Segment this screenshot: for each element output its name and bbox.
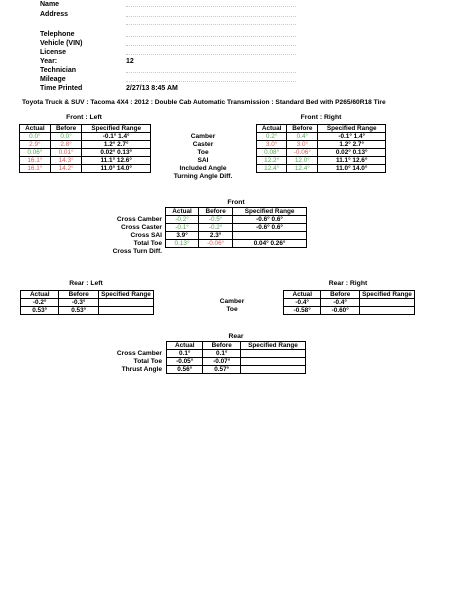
actual-cell: -0.2° [21, 299, 59, 307]
before-cell: -0.2° [199, 224, 233, 232]
actual-cell: 0.56° [167, 366, 203, 374]
before-cell: 0.53° [59, 307, 99, 315]
range-cell: 11.0° 14.0° [82, 165, 151, 173]
camber-label: Camber [190, 133, 216, 140]
cross-caster-label: Cross Caster [120, 224, 162, 231]
actual-cell: 16.1° [20, 165, 51, 173]
front-total-table [165, 207, 307, 248]
before-cell: -0.3° [59, 299, 99, 307]
before-cell: -0.4° [321, 299, 360, 307]
rear-total-table [166, 341, 306, 374]
time-printed-value: 2/27/13 8:45 AM [126, 85, 178, 92]
col-actual: Actual [167, 342, 203, 350]
table-row [20, 165, 151, 173]
table-row [257, 157, 386, 165]
actual-cell: -0.4° [284, 299, 321, 307]
before-cell: -0.06° [287, 149, 318, 157]
col-actual: Actual [166, 208, 199, 216]
actual-cell: -0.1° [166, 224, 199, 232]
year-value: 12 [126, 58, 134, 65]
front-left-title: Front : Left [66, 114, 102, 121]
actual-cell: 12.2° [257, 157, 287, 165]
address-label: Address [40, 11, 69, 18]
before-cell: 0.1° [203, 350, 241, 358]
range-cell [241, 350, 306, 358]
range-cell: 0.02° 0.13° [82, 149, 151, 157]
address-line [126, 16, 296, 17]
before-cell: 0.4° [287, 133, 318, 141]
actual-cell: 0.53° [21, 307, 59, 315]
rear-right-table [283, 290, 415, 315]
rear-total-labels [76, 350, 162, 374]
before-cell: -0.06° [199, 240, 233, 248]
before-cell: 0.0° [50, 133, 82, 141]
range-cell [360, 307, 415, 315]
table-row [166, 216, 307, 224]
table-row [257, 141, 386, 149]
vehicle-description: Toyota Truck & SUV : Tacoma 4X4 : 2012 : Double Cab Automatic Transmission : Standard Bed with P265/60R18 Tire [22, 99, 386, 106]
table-row [257, 165, 386, 173]
cross-sai-label: Cross SAI [130, 232, 162, 239]
cross-camber-label: Cross Camber [116, 350, 162, 357]
before-cell: 14.3° [50, 157, 82, 165]
table-row [167, 358, 306, 366]
table-row [257, 133, 386, 141]
col-before: Before [50, 125, 82, 133]
range-cell [360, 299, 415, 307]
telephone-label: Telephone [40, 31, 75, 38]
range-cell: 11.1° 12.6° [82, 157, 151, 165]
actual-cell: 3.9° [166, 232, 199, 240]
actual-cell: 0.0° [20, 133, 51, 141]
before-cell: 3.0° [287, 141, 318, 149]
vin-line [126, 45, 296, 46]
total-toe-label: Total Toe [133, 240, 162, 247]
camber-label: Camber [219, 298, 245, 305]
range-cell: 1.2° 2.7° [82, 141, 151, 149]
before-cell: 12.4° [287, 165, 318, 173]
table-row [167, 366, 306, 374]
col-before: Before [203, 342, 241, 350]
actual-cell: 16.1° [20, 157, 51, 165]
range-cell: 11.1° 12.6° [318, 157, 386, 165]
range-cell: 11.0° 14.0° [318, 165, 386, 173]
col-range: Specified Range [360, 291, 415, 299]
before-cell: -0.60° [321, 307, 360, 315]
col-range: Specified Range [318, 125, 386, 133]
table-row [284, 307, 415, 315]
toe-label: Toe [226, 306, 238, 313]
table-row [166, 232, 307, 240]
front-total-title: Front [227, 199, 245, 206]
actual-cell: 0.1° [167, 350, 203, 358]
range-cell [99, 299, 154, 307]
range-cell: 0.04° 0.26° [233, 240, 307, 248]
col-before: Before [321, 291, 360, 299]
actual-cell: 0.13° [166, 240, 199, 248]
sai-label: SAI [197, 157, 209, 164]
actual-cell: -0.2° [166, 216, 199, 224]
technician-label: Technician [40, 67, 77, 74]
cross-turn-diff-label: Cross Turn Diff. [112, 248, 162, 255]
table-row [284, 299, 415, 307]
table-row [257, 149, 386, 157]
range-cell [241, 366, 306, 374]
name-line [126, 6, 296, 7]
rear-left-table [20, 290, 154, 315]
before-cell: -0.5° [199, 216, 233, 224]
range-cell: -0.6° 0.6° [233, 216, 307, 224]
col-actual: Actual [257, 125, 287, 133]
table-row [20, 141, 151, 149]
telephone-line [126, 36, 296, 37]
actual-cell: 0.06° [20, 149, 51, 157]
before-cell: 2.3° [199, 232, 233, 240]
actual-cell: 2.9° [20, 141, 51, 149]
col-actual: Actual [21, 291, 59, 299]
thrust-angle-label: Thrust Angle [121, 366, 162, 373]
before-cell: -0.07° [203, 358, 241, 366]
table-row [20, 133, 151, 141]
year-label: Year: [40, 58, 58, 65]
caster-label: Caster [192, 141, 214, 148]
col-actual: Actual [20, 125, 51, 133]
table-row [166, 224, 307, 232]
range-cell [233, 232, 307, 240]
actual-cell: 0.08° [257, 149, 287, 157]
actual-cell: -0.05° [167, 358, 203, 366]
front-total-labels [76, 216, 162, 256]
range-cell: 1.2° 2.7° [318, 141, 386, 149]
technician-line [126, 72, 296, 73]
front-right-table [256, 124, 386, 173]
license-label: License [40, 49, 67, 56]
name-label: Name [40, 1, 60, 8]
table-row [21, 307, 154, 315]
table-row [21, 299, 154, 307]
before-cell: 0.57° [203, 366, 241, 374]
mileage-line [126, 81, 296, 82]
range-cell [99, 307, 154, 315]
actual-cell: 0.2° [257, 133, 287, 141]
included-angle-label: Included Angle [179, 165, 227, 172]
before-cell: 14.2° [50, 165, 82, 173]
col-before: Before [199, 208, 233, 216]
before-cell: 0.01° [50, 149, 82, 157]
actual-cell: 3.0° [257, 141, 287, 149]
front-row-labels [160, 133, 246, 181]
range-cell: -0.6° 0.6° [233, 224, 307, 232]
col-range: Specified Range [233, 208, 307, 216]
range-cell [241, 358, 306, 366]
table-row [20, 149, 151, 157]
col-before: Before [59, 291, 99, 299]
turning-angle-diff-label: Turning Angle Diff. [173, 173, 233, 180]
mileage-label: Mileage [40, 76, 66, 83]
rear-total-title: Rear [228, 333, 244, 340]
rear-left-title: Rear : Left [69, 280, 103, 287]
table-row [20, 157, 151, 165]
time-printed-label: Time Printed [40, 85, 83, 92]
col-range: Specified Range [82, 125, 151, 133]
col-actual: Actual [284, 291, 321, 299]
range-cell: -0.1° 1.4° [318, 133, 386, 141]
col-before: Before [287, 125, 318, 133]
total-toe-label: Total Toe [133, 358, 162, 365]
address-line-2 [126, 24, 296, 25]
rear-row-labels [210, 298, 254, 314]
table-row [167, 350, 306, 358]
toe-label: Toe [197, 149, 209, 156]
front-right-title: Front : Right [300, 114, 342, 121]
actual-cell: -0.58° [284, 307, 321, 315]
actual-cell: 12.4° [257, 165, 287, 173]
rear-right-title: Rear : Right [328, 280, 368, 287]
cross-camber-label: Cross Camber [116, 216, 162, 223]
col-range: Specified Range [99, 291, 154, 299]
range-cell: -0.1° 1.4° [82, 133, 151, 141]
col-range: Specified Range [241, 342, 306, 350]
before-cell: 12.0° [287, 157, 318, 165]
vin-label: Vehicle (VIN) [40, 40, 83, 47]
license-line [126, 54, 296, 55]
before-cell: 2.8° [50, 141, 82, 149]
front-left-table [19, 124, 151, 173]
table-row [166, 240, 307, 248]
range-cell: 0.02° 0.13° [318, 149, 386, 157]
